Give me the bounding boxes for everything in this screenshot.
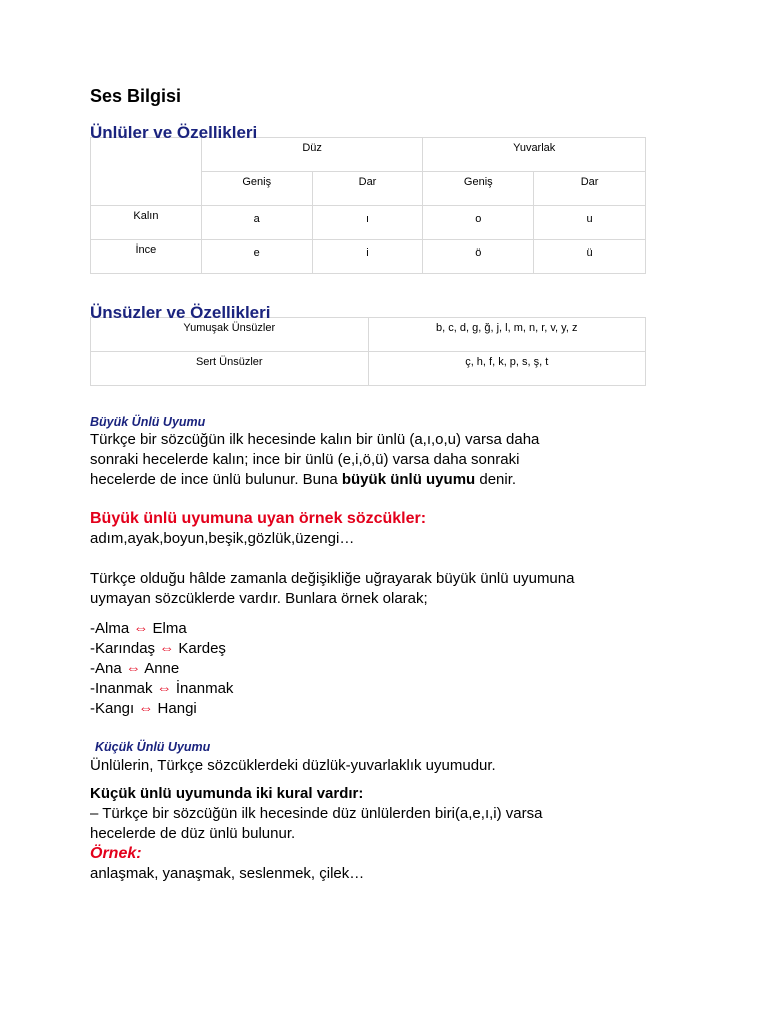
small-harmony-rules-heading: Küçük ünlü uyumunda iki kural vardır: [90, 785, 364, 802]
big-harmony-line: Türkçe bir sözcüğün ilk hecesinde kalın bir ünlü (a,ı,o,u) varsa daha [90, 431, 540, 448]
list-item [90, 619, 690, 639]
big-harmony-line: sonraki hecelerde kalın; ince bir ünlü (e,i,ö,ü) varsa daha sonraki [90, 451, 520, 468]
list-item [90, 659, 690, 679]
big-harmony-heading: Büyük Ünlü Uyumu [90, 415, 206, 429]
pair-new: Hangi [157, 700, 197, 717]
consonants-row-label: Yumuşak Ünsüzler [91, 318, 369, 352]
small-harmony-rule-line: hecelerde de düz ünlü bulunur. [90, 825, 296, 842]
vowels-sub-label: Geniş [423, 172, 534, 206]
example-words: anlaşmak, yanaşmak, seslenmek, çilek… [90, 865, 365, 882]
page-title: Ses Bilgisi [90, 86, 182, 106]
pair-old: -Karındaş [90, 640, 156, 657]
pair-old: -Inanmak [90, 680, 153, 697]
exception-paragraph [90, 569, 690, 609]
vowels-sub-label: Dar [312, 172, 423, 206]
example-label: Örnek: [90, 845, 142, 862]
pair-old: -Alma [90, 620, 130, 637]
vowel-cell: u [534, 206, 646, 240]
small-harmony-definition: Ünlülerin, Türkçe sözcüklerdeki düzlük-yuvarlaklık uyumudur. [90, 757, 496, 774]
big-harmony-paragraph [90, 430, 690, 490]
vowel-cell: ı [312, 206, 423, 240]
vowels-table [90, 137, 646, 274]
double-arrow-icon: ⇔ [156, 680, 172, 697]
big-harmony-term: büyük ünlü uyumu [341, 471, 476, 488]
pair-new: Elma [152, 620, 187, 637]
small-harmony-rules [90, 784, 690, 884]
vowels-row-label: İnce [91, 240, 202, 274]
list-item [90, 699, 690, 719]
big-harmony-examples-words: adım,ayak,boyun,beşik,gözlük,üzengi… [90, 530, 355, 547]
pair-new: İnanmak [175, 680, 234, 697]
consonants-heading: Ünsüzler ve Özellikleri [90, 303, 271, 322]
consonants-row-hard [91, 352, 646, 386]
vowels-sub-label: Dar [534, 172, 646, 206]
pair-old: -Ana [90, 660, 122, 677]
vowel-cell: a [201, 206, 312, 240]
pair-new: Anne [144, 660, 180, 677]
big-harmony-line3-post: denir. [475, 471, 517, 488]
pair-new: Kardeş [178, 640, 226, 657]
vowels-row-ince [91, 240, 646, 274]
big-harmony-examples-heading: Büyük ünlü uyumuna uyan örnek sözcükler: [90, 510, 427, 527]
vowel-cell: i [312, 240, 423, 274]
consonants-row-value: ç, h, f, k, p, s, ş, t [368, 352, 645, 386]
consonants-row-value: b, c, d, g, ğ, j, l, m, n, r, v, y, z [368, 318, 645, 352]
vowels-table-corner [91, 138, 202, 206]
list-item [90, 679, 690, 699]
vowels-row-label: Kalın [91, 206, 202, 240]
small-harmony-heading: Küçük Ünlü Uyumu [95, 740, 211, 754]
consonants-row-label: Sert Ünsüzler [91, 352, 369, 386]
vowel-cell: e [201, 240, 312, 274]
vowels-sub-label: Geniş [201, 172, 312, 206]
exception-line: Türkçe olduğu hâlde zamanla değişikliğe uğrayarak büyük ünlü uyumuna [90, 570, 575, 587]
vowels-group-duz: Düz [201, 138, 423, 172]
exception-line: uymayan sözcüklerde vardır. Bunlara örnek olarak; [90, 590, 428, 607]
double-arrow-icon: ⇔ [138, 700, 154, 717]
small-harmony-rule-line: – Türkçe bir sözcüğün ilk hecesinde düz ünlülerden biri(a,e,ı,i) varsa [90, 805, 543, 822]
big-harmony-line [90, 470, 690, 490]
vowel-cell: ü [534, 240, 646, 274]
big-harmony-line3-pre: hecelerde de ince ünlü bulunur. Buna [90, 471, 342, 488]
list-item [90, 639, 690, 659]
pair-old: -Kangı [90, 700, 135, 717]
vowel-cell: ö [423, 240, 534, 274]
double-arrow-icon: ⇔ [125, 660, 141, 677]
vowels-heading: Ünlüler ve Özellikleri [90, 123, 258, 142]
vowel-cell: o [423, 206, 534, 240]
consonants-table [90, 317, 646, 386]
exception-pairs-list [90, 619, 690, 719]
double-arrow-icon: ⇔ [133, 620, 149, 637]
document-page [90, 84, 690, 884]
big-harmony-examples [90, 509, 690, 549]
double-arrow-icon: ⇔ [159, 640, 175, 657]
vowels-group-yuvarlak: Yuvarlak [423, 138, 646, 172]
vowels-row-kalin [91, 206, 646, 240]
